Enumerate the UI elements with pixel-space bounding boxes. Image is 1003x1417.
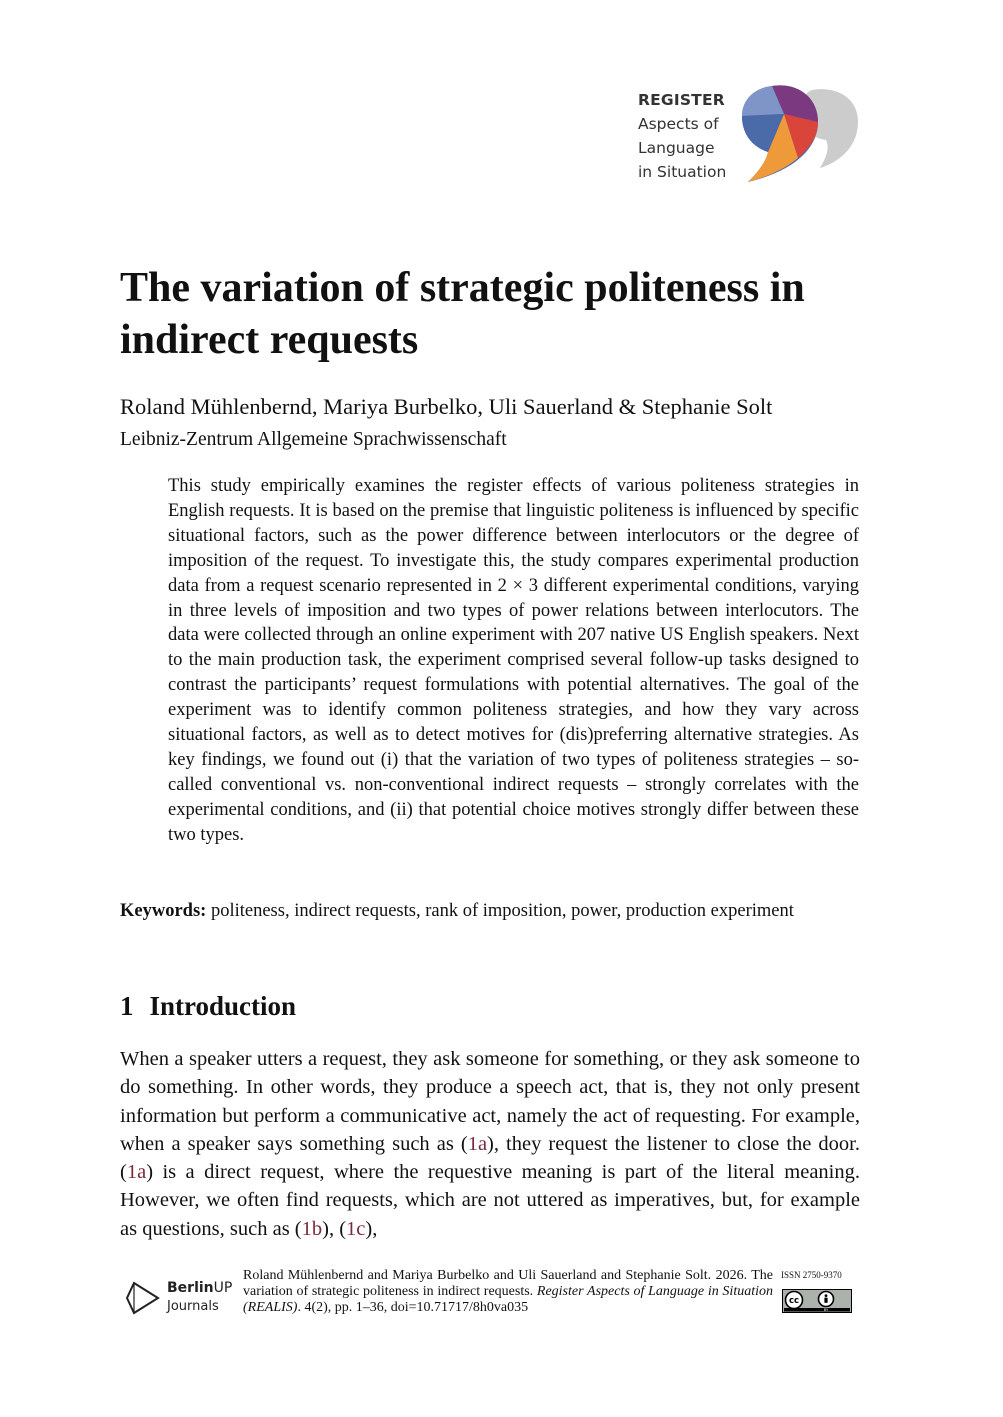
- section-heading: [120, 988, 296, 1024]
- keywords-text: politeness, indirect requests, rank of imposition, power, production experiment: [210, 901, 794, 921]
- body-text-2: ), they request the listener to close the door. (: [120, 1132, 860, 1184]
- paper-affiliation: Leibniz-Zentrum Allgemeine Sprachwissenschaft: [120, 429, 507, 450]
- paper-authors: Roland Mühlenbernd, Mariya Burbelko, Uli Sauerland & Stephanie Solt: [120, 394, 773, 419]
- body-text-5: ),: [365, 1217, 378, 1240]
- publisher-name-bold: Berlin: [167, 1280, 214, 1296]
- journal-logo: [638, 84, 868, 188]
- publisher-logo: [124, 1278, 236, 1318]
- citation-details: . 4(2), pp. 1–36, doi=10.71717/8h0va035: [297, 1300, 529, 1315]
- section-number: 1: [120, 991, 134, 1021]
- license-by-text: BY: [823, 1308, 829, 1312]
- paper-keywords: [120, 898, 860, 926]
- journal-logo-text: [638, 88, 726, 184]
- body-text-1: When a speaker utters a request, they ask someone for something, or they ask someone to do something. In other words, they produce a speech act, that is, they not only present information but perform a communicative act, namely the act of requesting. For example, when a speaker says something such as (: [120, 1048, 860, 1155]
- example-ref-1a[interactable]: 1a: [467, 1132, 488, 1155]
- example-ref-1c[interactable]: 1c: [346, 1217, 366, 1240]
- paper-title: [120, 262, 880, 366]
- paper-title-line-1: The variation of strategic politeness in: [120, 265, 805, 311]
- citation-journal: Register Aspects of Language in Situation (REALIS): [243, 1284, 773, 1315]
- example-ref-1b[interactable]: 1b: [301, 1217, 323, 1240]
- example-ref-1a-second[interactable]: 1a: [126, 1161, 147, 1184]
- journal-subtitle-line-1: Aspects of: [638, 115, 719, 133]
- quote-mark-logo-icon: [738, 84, 863, 188]
- creative-commons-icon[interactable]: [782, 1289, 852, 1313]
- publisher-name: [167, 1280, 232, 1297]
- keywords-label: Keywords:: [120, 901, 207, 921]
- license-cc-text: cc: [788, 1296, 800, 1307]
- body-paragraph: [120, 1045, 860, 1243]
- body-text-3: ) is a direct request, where the requestive meaning is part of the literal meaning. However, we often find requests, which are not uttered as imperatives, but, for example as questions, such as (: [120, 1161, 860, 1240]
- body-text-4: ), (: [322, 1217, 347, 1240]
- journal-subtitle-line-3: in Situation: [638, 163, 727, 181]
- journal-subtitle-line-2: Language: [638, 139, 715, 157]
- citation: [243, 1268, 773, 1316]
- publisher-name-rest: UP: [213, 1280, 233, 1296]
- issn: ISSN 2750-9370: [781, 1270, 842, 1280]
- section-title: Introduction: [149, 991, 297, 1021]
- paper-title-line-2: indirect requests: [120, 317, 419, 363]
- paper-abstract: This study empirically examines the register effects of various politeness strategies in English requests. It is based on the premise that linguistic politeness is influenced by specific situational factors, such as the power difference between interlocutors or the degree of imposition of the request. To investigate this, the study compares experimental production data from a request scenario represented in 2 × 3 different experimental conditions, varying in three levels of imposition and two types of power relations between interlocutors. The data were collected through an online experiment with 207 native US English speakers. Next to the main production task, the experiment comprised several follow-up tasks designed to contrast the participants’ request formulations with potential alternatives. The goal of the experiment was to identify common politeness strategies, and how they vary across situational factors, as well as to detect motives for (dis)preferring alternative strategies. As key findings, we found out (i) that the variation of two types of politeness strategies – so-called conventional vs. non-conventional indirect requests – strongly correlates with the experimental conditions, and (ii) that potential choice motives strongly differ between these two types.: [168, 476, 859, 845]
- journal-name: REGISTER: [638, 91, 725, 109]
- play-triangle-logo-icon: [124, 1280, 162, 1316]
- citation-text: Roland Mühlenbernd and Mariya Burbelko and Uli Sauerland and Stephanie Solt. 2026. The variation of strategic politeness in indirect requests.: [243, 1268, 773, 1299]
- publisher-subtitle: Journals: [167, 1299, 219, 1314]
